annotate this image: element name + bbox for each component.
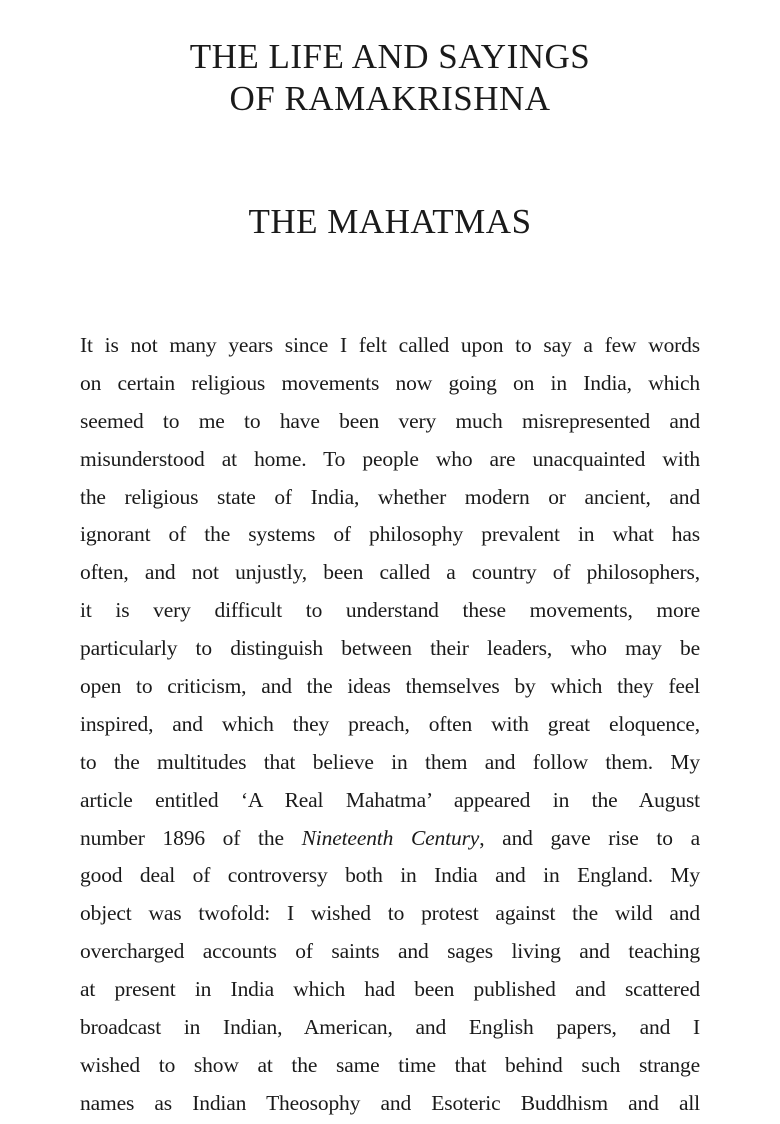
text-line: broadcast in Indian, American, and English papers, and I (80, 1015, 700, 1040)
text-line: good deal of controversy both in India and in England. My (80, 863, 700, 888)
text-line: inspired, and which they preach, often with great eloquence, (80, 711, 700, 736)
italic-title: Nineteenth Century (301, 825, 480, 850)
text-line: particularly to distinguish between their leaders, who may be (80, 636, 700, 661)
text-line (80, 821, 700, 859)
text-line: misunderstood at home. To people who are unacquainted with (80, 446, 700, 471)
text-line: at present in India which had been published and scattered (80, 977, 700, 1002)
text-line: open to criticism, and the ideas themselves by which they feel (80, 674, 700, 699)
text-line: overcharged accounts of saints and sages living and teaching (80, 939, 700, 964)
text-line: It is not many years since I felt called upon to say a few words (80, 333, 700, 357)
text-line: the religious state of India, whether modern or ancient, and (80, 484, 700, 509)
text-line: often, and not unjustly, been called a country of philosophers, (80, 560, 700, 585)
text-line: on certain religious movements now going on in India, which (80, 370, 700, 395)
chapter-title: THE MAHATMAS (248, 202, 532, 241)
book-title-line-1: THE LIFE AND SAYINGS (189, 37, 591, 76)
text-line: wished to show at the same time that behind such strange (80, 1052, 700, 1077)
text-line: object was twofold: I wished to protest against the wild and (80, 901, 700, 926)
text-line: to the multitudes that believe in them and follow them. My (80, 749, 700, 774)
text-segment: number 1896 of the (80, 825, 302, 850)
text-line: ignorant of the systems of philosophy prevalent in what has (80, 522, 700, 547)
book-title-line-2: OF RAMAKRISHNA (229, 79, 551, 118)
text-line: article entitled ‘A Real Mahatma’ appeared in the August (80, 787, 700, 812)
text-line: it is very difficult to understand these movements, more (80, 598, 700, 623)
text-line: names as Indian Theosophy and Esoteric Buddhism and all (80, 1090, 700, 1115)
body-paragraph (80, 328, 700, 1124)
text-segment: , and gave rise to a (479, 825, 700, 850)
book-title (0, 36, 780, 120)
text-line: seemed to me to have been very much misrepresented and (80, 408, 700, 433)
